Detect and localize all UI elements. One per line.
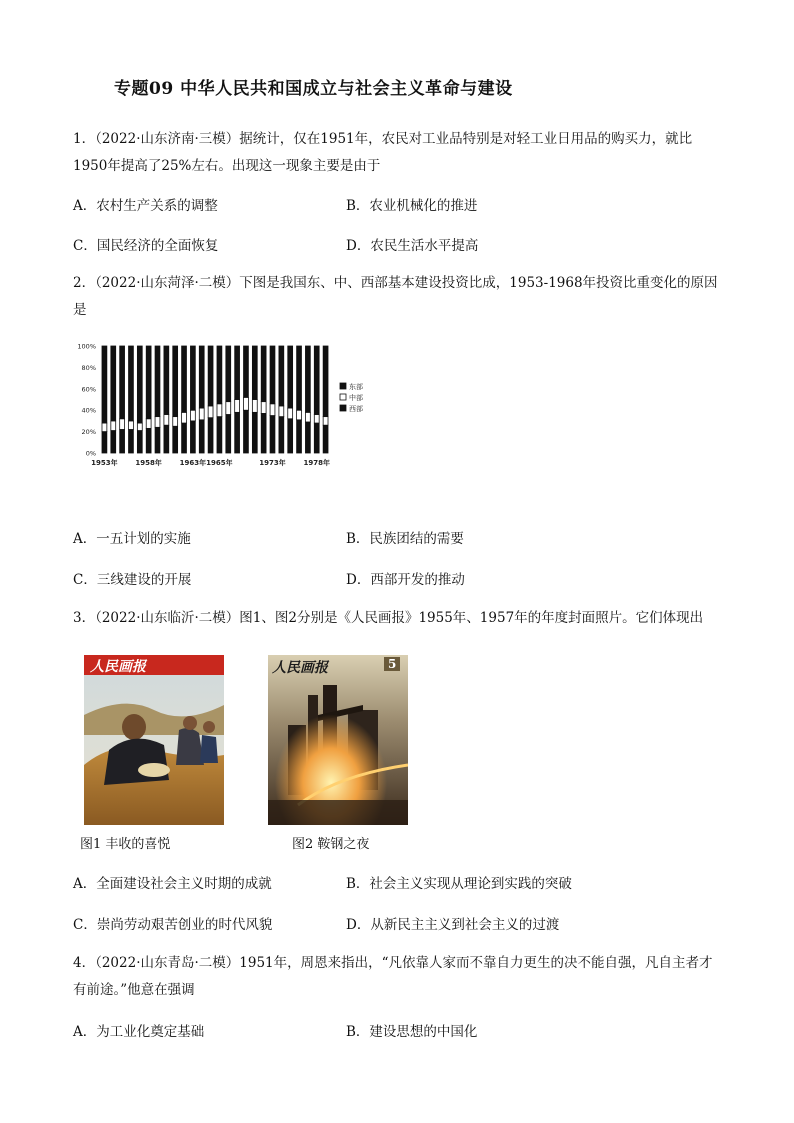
bar-segment (120, 346, 125, 419)
bar-segment (190, 410, 195, 421)
bar-segment (146, 419, 151, 429)
bar-segment (190, 346, 195, 410)
bar-segment (137, 423, 142, 430)
cover2-masthead: 人民画报 (272, 660, 328, 676)
bar-segment (323, 425, 328, 453)
q3-option-b[interactable]: B．社会主义实现从理论到实践的突破 (346, 876, 572, 892)
y-tick-label: 60% (81, 385, 96, 394)
bar-segment (217, 346, 222, 404)
bar-segment (305, 412, 310, 422)
bar-segment (226, 414, 231, 453)
bar-segment (155, 346, 160, 417)
question-3-stem: 3．（2022·山东临沂·二模）图1、图2分别是《人民画报》1955年、1957年的年度封面照片。它们体现出 (73, 610, 704, 626)
bar-segment (297, 346, 302, 410)
bar-segment (137, 346, 142, 423)
bar-segment (288, 419, 293, 453)
bar-segment (182, 423, 187, 453)
bar-segment (102, 423, 107, 432)
bar-segment (261, 413, 266, 453)
bar-segment (173, 426, 178, 453)
bar-segment (199, 408, 204, 420)
bar-segment (288, 408, 293, 419)
bar-segment (137, 431, 142, 453)
bar-segment (297, 420, 302, 453)
bar-segment (305, 422, 310, 453)
bar-segment (208, 418, 213, 453)
q2-option-b[interactable]: B．民族团结的需要 (346, 531, 464, 547)
q3-option-d[interactable]: D．从新民主主义到社会主义的过渡 (346, 917, 560, 933)
bar-segment (305, 346, 310, 412)
cover2-issue-number: 5 (384, 657, 400, 671)
investment-ratio-chart (70, 338, 370, 470)
legend-label: 中部 (349, 394, 363, 402)
legend-label: 东部 (349, 383, 363, 391)
bar-segment (190, 421, 195, 453)
bar-segment (217, 404, 222, 417)
bar-segment (226, 402, 231, 415)
x-tick-label: 1958年 (135, 459, 162, 467)
bar-segment (182, 412, 187, 423)
bar-segment (235, 400, 240, 413)
bar-segment (199, 346, 204, 408)
bar-segment (261, 402, 266, 414)
bar-segment (235, 412, 240, 453)
y-tick-label: 80% (81, 363, 96, 372)
figure-1-caption: 图1 丰收的喜悦 (80, 837, 171, 852)
bar-segment (111, 421, 116, 431)
bar-segment (146, 346, 151, 419)
bar-segment (164, 414, 169, 425)
bar-segment (129, 429, 134, 453)
bar-segment (252, 412, 257, 453)
page-title: 专题09 中华人民共和国成立与社会主义革命与建设 (114, 79, 513, 99)
bar-segment (102, 346, 107, 423)
x-tick-label: 1965年 (206, 459, 233, 467)
bar-segment (314, 414, 319, 423)
bar-segment (261, 346, 266, 402)
bar-segment (146, 428, 151, 453)
bar-segment (155, 417, 160, 428)
bar-segment (252, 400, 257, 413)
legend-swatch (340, 405, 346, 411)
bar-segment (270, 404, 275, 416)
question-1-stem: 1．（2022·山东济南·三模）据统计，仅在1951年，农民对工业品特别是对轻工业日用品的购买力，就比1950年提高了25%左右。出现这一现象主要是由于 (73, 131, 693, 174)
y-tick-label: 20% (81, 428, 96, 437)
bar-segment (164, 346, 169, 414)
bar-segment (314, 346, 319, 414)
cover1-masthead: 人民画报 (90, 659, 146, 675)
q2-option-d[interactable]: D．西部开发的推动 (346, 572, 465, 588)
bar-segment (155, 427, 160, 453)
bar-segment (226, 346, 231, 402)
bar-segment (314, 423, 319, 453)
bar-segment (244, 346, 249, 397)
q1-option-a[interactable]: A．农村生产关系的调整 (73, 198, 218, 214)
figure-2-caption: 图2 鞍钢之夜 (292, 837, 370, 852)
bar-segment (288, 346, 293, 408)
bar-segment (111, 431, 116, 453)
q1-option-d[interactable]: D．农民生活水平提高 (346, 238, 479, 254)
q3-option-c[interactable]: C．崇尚劳动艰苦创业的时代风貌 (73, 917, 273, 933)
bar-segment (120, 419, 125, 430)
bar-segment (279, 346, 284, 406)
bar-segment (279, 417, 284, 453)
bar-segment (182, 346, 187, 412)
question-2-stem: 2．（2022·山东菏泽·二模）下图是我国东、中、西部基本建设投资比成，1953-1968年投资比重变化的原因是 (73, 275, 718, 318)
bar-segment (208, 346, 213, 406)
bar-segment (102, 432, 107, 453)
bar-segment (129, 346, 134, 421)
x-tick-label: 1978年 (303, 459, 330, 467)
bar-segment (173, 346, 178, 417)
bar-segment (323, 346, 328, 417)
bar-segment (244, 397, 249, 410)
legend-swatch (340, 383, 346, 389)
q2-option-a[interactable]: A．一五计划的实施 (73, 531, 191, 547)
q2-option-c[interactable]: C．三线建设的开展 (73, 572, 192, 588)
bar-segment (129, 421, 134, 430)
x-tick-label: 1953年 (91, 459, 118, 467)
q1-option-c[interactable]: C．国民经济的全面恢复 (73, 238, 219, 254)
bar-segment (173, 417, 178, 427)
bar-segment (111, 346, 116, 421)
y-tick-label: 0% (85, 449, 96, 458)
bar-segment (208, 406, 213, 418)
stacked-bar-chart (70, 338, 370, 470)
bar-segment (199, 420, 204, 453)
bar-segment (120, 429, 125, 453)
q4-option-b[interactable]: B．建设思想的中国化 (346, 1024, 478, 1040)
bar-segment (244, 410, 249, 453)
legend-label: 西部 (349, 405, 363, 413)
question-4-stem: 4．（2022·山东青岛·二模）1951年，周恩来指出，“凡依靠人家而不靠自力更生的决不能自强，凡自主者才有前途。”他意在强调 (73, 955, 713, 998)
bar-segment (323, 417, 328, 426)
cover-image-harvest (84, 655, 224, 825)
y-tick-label: 100% (77, 342, 96, 351)
bar-segment (279, 406, 284, 417)
bar-segment (217, 417, 222, 453)
q1-option-b[interactable]: B．农业机械化的推进 (346, 198, 478, 214)
x-tick-label: 1963年 (179, 459, 207, 467)
bar-segment (235, 346, 240, 400)
bar-segment (164, 425, 169, 453)
cover-image-steel-night (268, 655, 408, 825)
legend-swatch (340, 394, 346, 400)
q4-option-a[interactable]: A．为工业化奠定基础 (73, 1024, 205, 1040)
bar-segment (270, 416, 275, 453)
y-tick-label: 40% (81, 406, 96, 415)
bar-segment (252, 346, 257, 400)
q3-option-a[interactable]: A．全面建设社会主义时期的成就 (73, 876, 272, 892)
bar-segment (297, 410, 302, 420)
x-tick-label: 1973年 (259, 459, 286, 467)
bar-segment (270, 346, 275, 404)
